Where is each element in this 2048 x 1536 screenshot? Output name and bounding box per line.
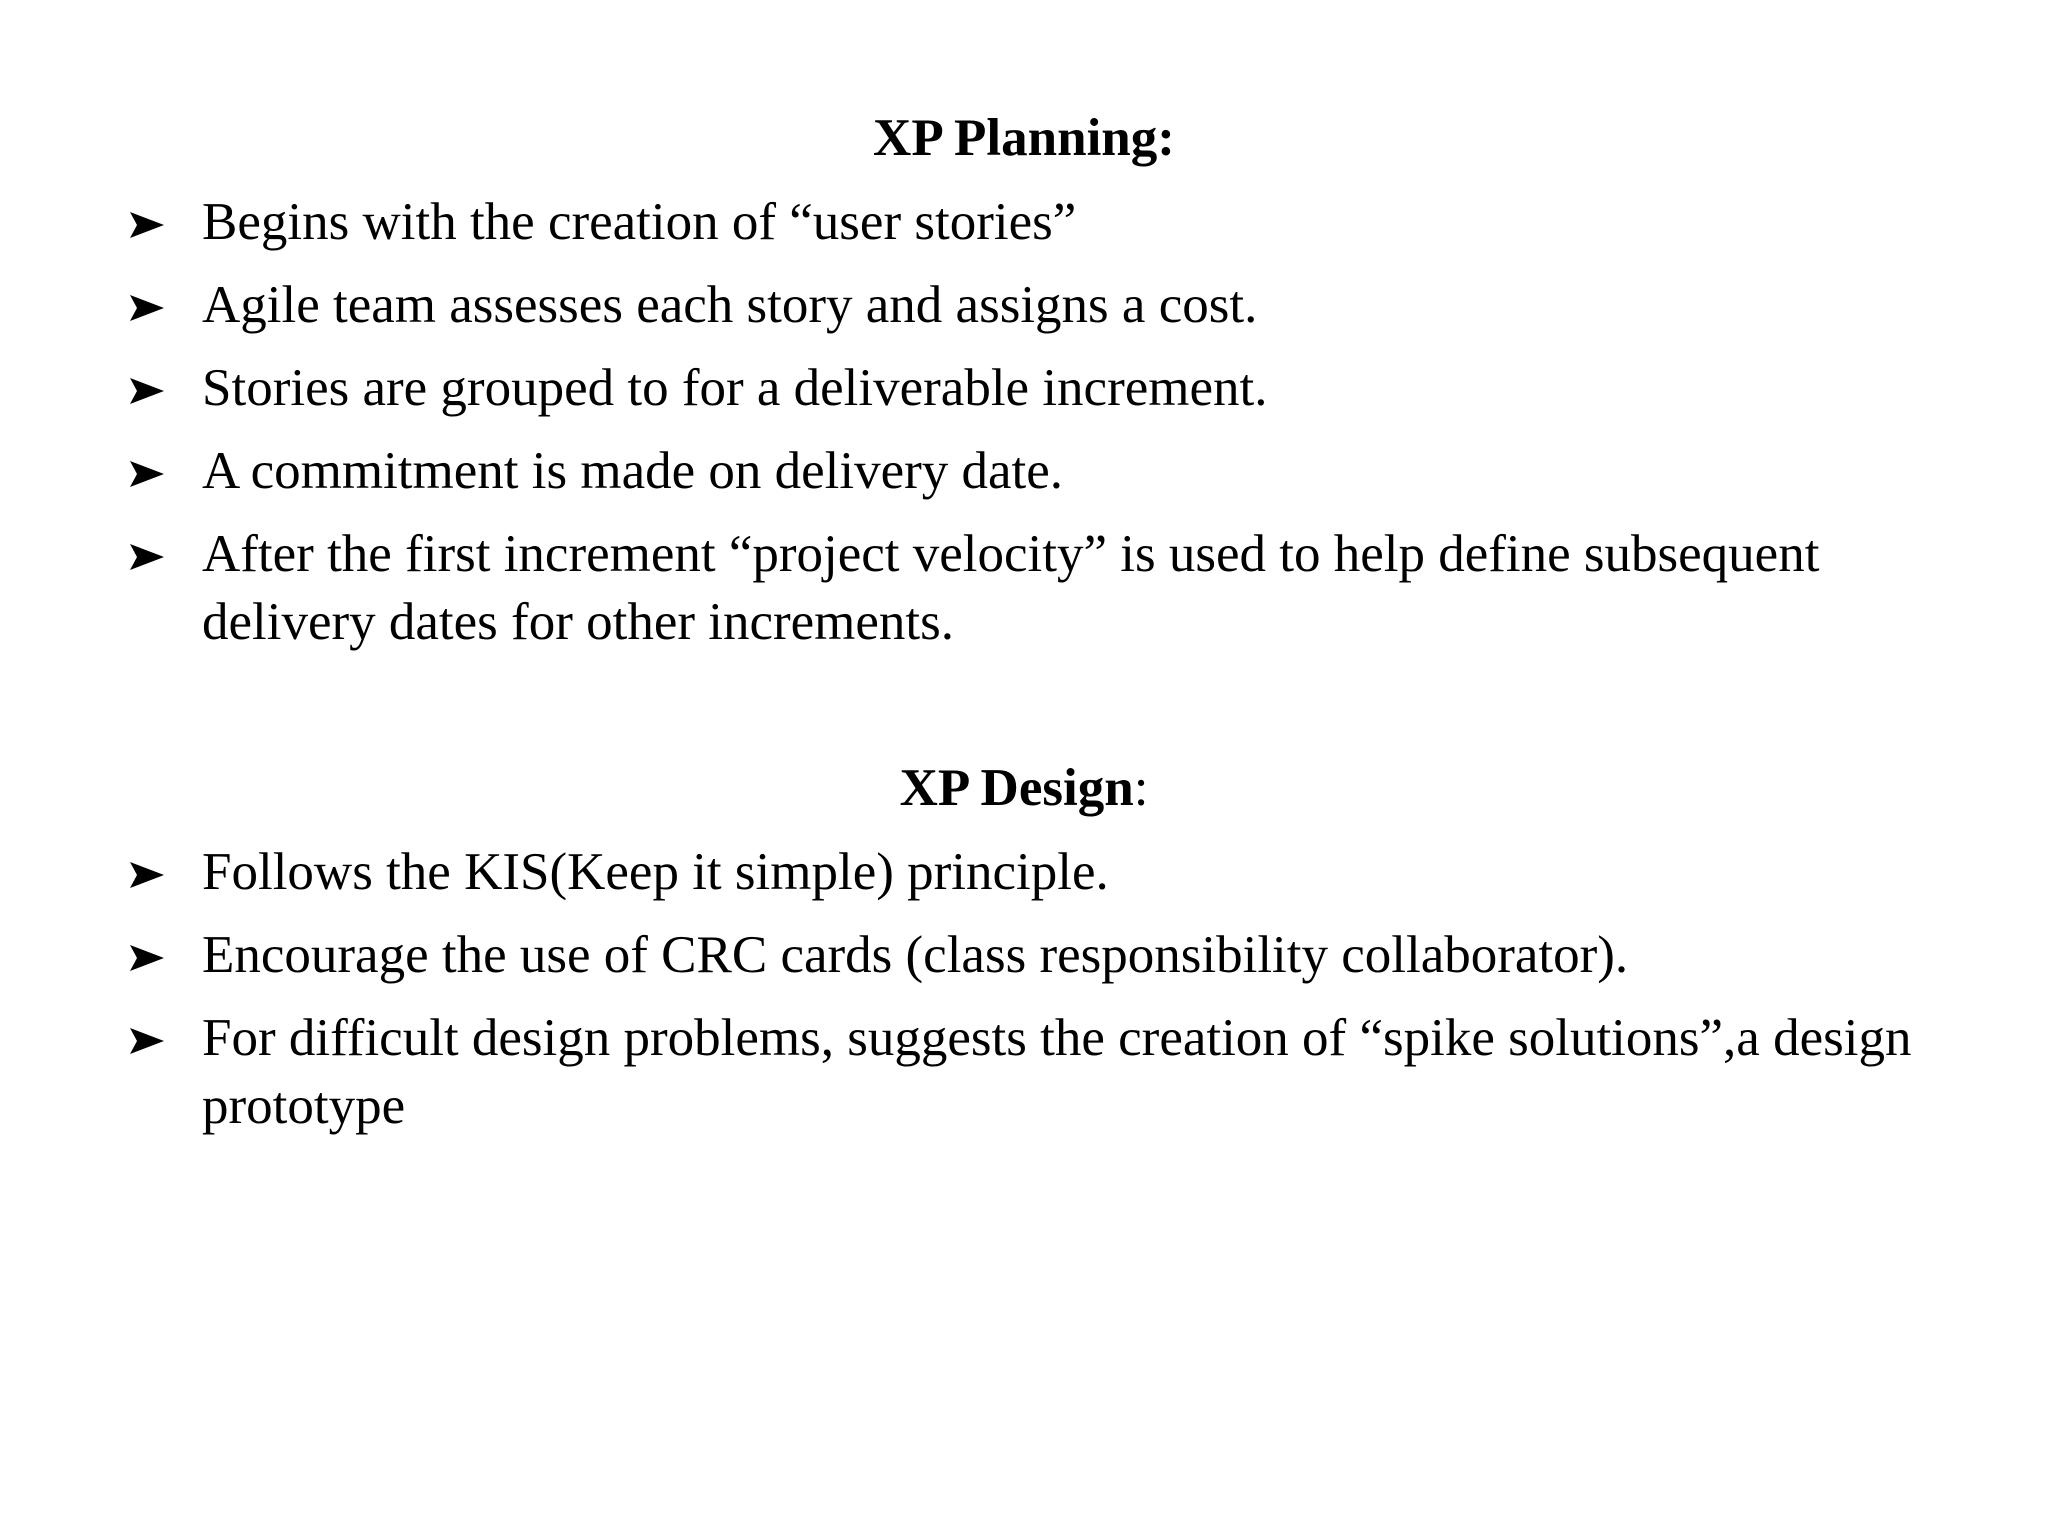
arrowhead-bullet-icon xyxy=(128,1027,166,1055)
xp-design-title: XP Design xyxy=(899,759,1134,817)
arrowhead-bullet-icon xyxy=(128,861,166,889)
xp-planning-heading xyxy=(0,106,2048,170)
list-item xyxy=(0,271,2048,339)
list-item xyxy=(0,520,2048,656)
list-item xyxy=(0,437,2048,505)
xp-planning-title-colon: : xyxy=(1157,109,1175,167)
list-item-text: Encourage the use of CRC cards (class responsibility collaborator). xyxy=(202,926,1629,984)
arrowhead-bullet-icon xyxy=(128,377,166,405)
list-item xyxy=(0,188,2048,256)
list-item-text: Begins with the creation of “user stories” xyxy=(202,193,1077,251)
list-item xyxy=(0,354,2048,422)
list-item xyxy=(0,838,2048,906)
arrowhead-bullet-icon xyxy=(128,543,166,571)
list-item-text: Stories are grouped to for a deliverable increment. xyxy=(202,359,1268,417)
list-item-text: Agile team assesses each story and assigns a cost. xyxy=(202,276,1258,334)
xp-design-title-colon: : xyxy=(1133,759,1149,817)
arrowhead-bullet-icon xyxy=(128,294,166,322)
xp-planning-list xyxy=(0,188,2048,671)
list-item-text: For difficult design problems, suggests the creation of “spike solutions”,a design prototype xyxy=(202,1009,1912,1135)
xp-design-list xyxy=(0,838,2048,1155)
arrowhead-bullet-icon xyxy=(128,211,166,239)
list-item xyxy=(0,1004,2048,1140)
xp-planning-title: XP Planning xyxy=(873,109,1158,167)
list-item xyxy=(0,921,2048,989)
xp-design-heading xyxy=(0,756,2048,820)
list-item-text: Follows the KIS(Keep it simple) principle. xyxy=(202,843,1109,901)
list-item-text: A commitment is made on delivery date. xyxy=(202,442,1064,500)
list-item-text: After the first increment “project velocity” is used to help define subsequent delivery dates for other increments. xyxy=(202,525,1820,651)
arrowhead-bullet-icon xyxy=(128,944,166,972)
arrowhead-bullet-icon xyxy=(128,460,166,488)
